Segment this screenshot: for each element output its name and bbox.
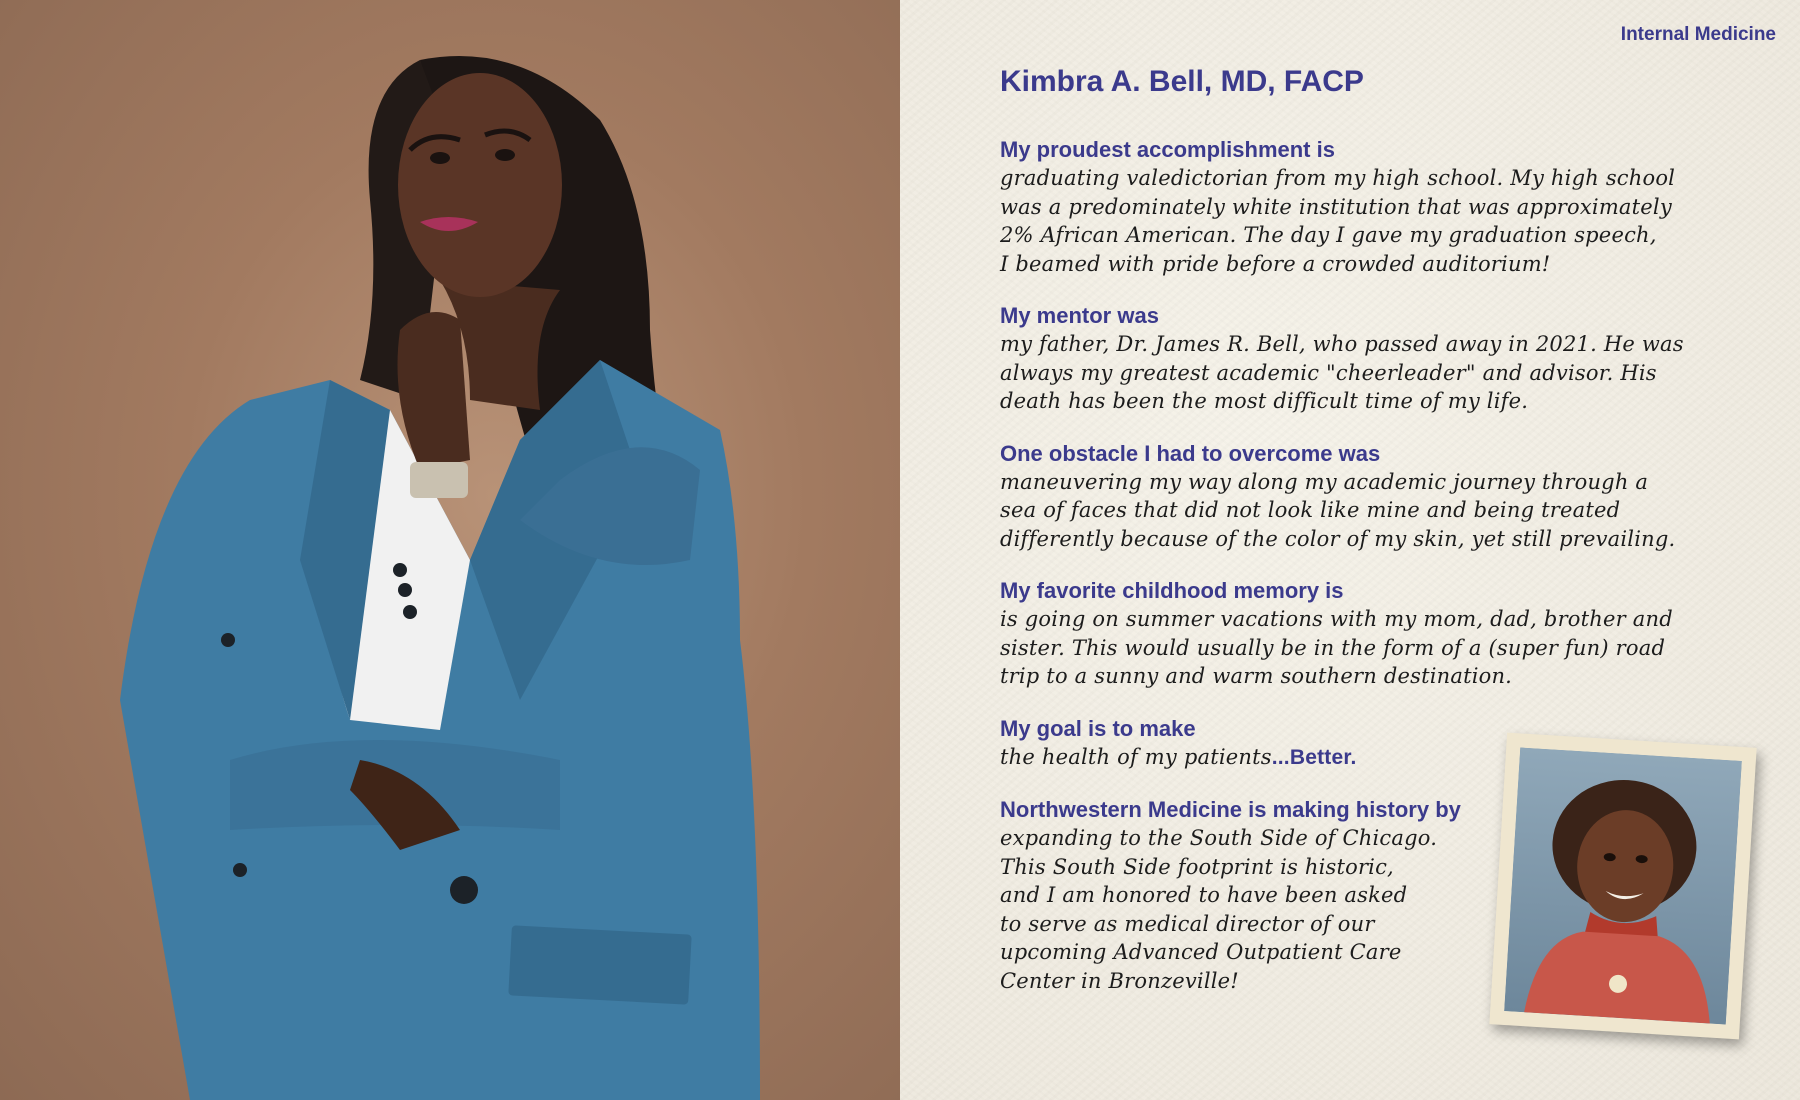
answer-line: was a predominately white institution that was approximately — [1000, 194, 1672, 219]
answer-line: the health of my patients — [1000, 744, 1272, 769]
answer-line: upcoming Advanced Outpatient Care — [1000, 940, 1402, 964]
answer-line: and I am honored to have been asked — [1000, 883, 1408, 907]
childhood-photo — [1489, 733, 1756, 1040]
doctor-name: Kimbra A. Bell, MD, FACP — [1000, 65, 1364, 98]
answer-line: is going on summer vacations with my mom, dad, brother and — [1000, 607, 1673, 631]
answer-line: I beamed with pride before a crowded auditorium! — [1000, 251, 1551, 276]
question-heading: My goal is to make — [1000, 715, 1196, 741]
answer-line: to serve as medical director of our — [1000, 911, 1375, 936]
answer-line: expanding to the South Side of Chicago. — [1000, 826, 1438, 850]
answer-line: Center in Bronzeville! — [1000, 968, 1239, 993]
answer-line: my father, Dr. James R. Bell, who passed away in 2021. He was — [1000, 332, 1684, 356]
qa-section-childhood-memory — [1000, 577, 1760, 691]
answer-line: sea of faces that did not look like mine and being treated — [1000, 498, 1621, 522]
answer-line: always my greatest academic "cheerleader" and advisor. His — [1000, 360, 1657, 385]
qa-section-mentor — [1000, 302, 1760, 416]
answer-text — [1000, 164, 1760, 278]
question-heading: My favorite childhood memory is — [1000, 578, 1344, 603]
answer-text — [1000, 330, 1760, 416]
question-heading: Northwestern Medicine is making history by — [1000, 797, 1461, 822]
answer-line: maneuvering my way along my academic journey through a — [1000, 469, 1649, 494]
qa-section-accomplishment — [1000, 136, 1760, 278]
question-heading: My proudest accomplishment is — [1000, 137, 1335, 162]
department-label: Internal Medicine — [1620, 24, 1776, 45]
question-heading: My mentor was — [1000, 303, 1159, 328]
qa-section-obstacle — [1000, 440, 1760, 554]
answer-emphasis: ...Better. — [1271, 745, 1357, 769]
answer-text — [1000, 824, 1490, 995]
answer-line: graduating valedictorian from my high school. My high school — [1000, 166, 1676, 190]
answer-line: sister. This would usually be in the form of a (super fun) road — [1000, 635, 1666, 660]
answer-line: differently because of the color of my skin, yet still prevailing. — [1000, 526, 1676, 551]
answer-text — [1000, 468, 1760, 554]
answer-line: This South Side footprint is historic, — [1000, 854, 1394, 879]
answer-text — [1000, 605, 1760, 691]
answer-line: death has been the most difficult time of my life. — [1000, 389, 1529, 413]
answer-line: 2% African American. The day I gave my graduation speech, — [1000, 223, 1657, 247]
question-heading: One obstacle I had to overcome was — [1000, 440, 1381, 466]
answer-line: trip to a sunny and warm southern destination. — [1000, 664, 1513, 688]
